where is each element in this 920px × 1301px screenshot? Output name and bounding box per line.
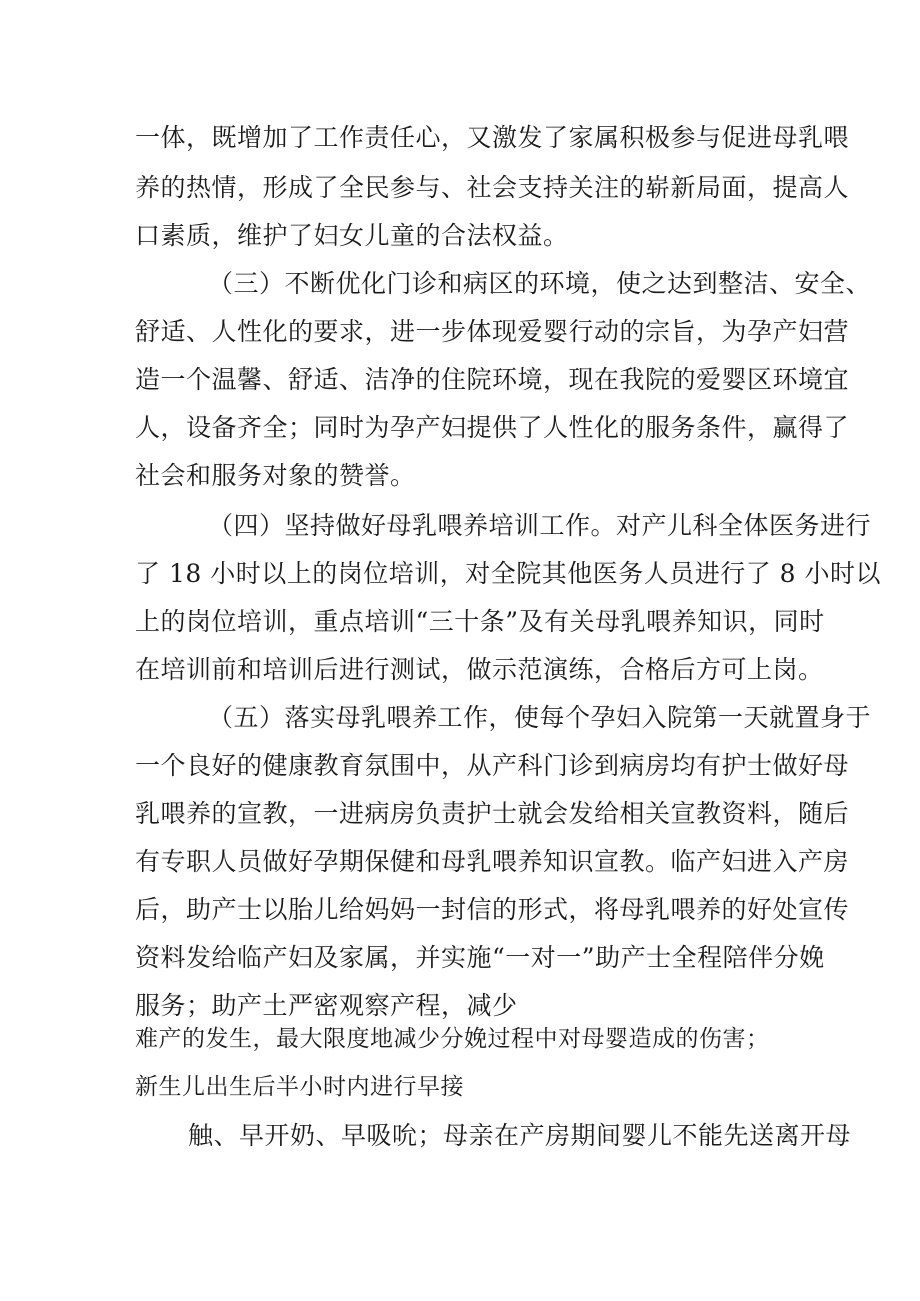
text-line: 服务；助产土严密观察产程，减少: [135, 991, 518, 1020]
text-line: 难产的发生，最大限度地减少分娩过程中对母婴造成的伤害；: [135, 1026, 770, 1052]
text-line: 触、早开奶、早吸吮；母亲在产房期间婴儿不能先送离开母: [188, 1121, 852, 1150]
paragraph-start-line: （四）坚持做好母乳喂养培训工作。对产儿科全体医务进行: [208, 511, 872, 540]
text-line: 一体，既增加了工作责任心，又激发了家属积极参与促进母乳喂: [135, 123, 850, 152]
text-line: 造一个温馨、舒适、洁净的住院环境，现在我院的爱婴区环境宜: [135, 365, 850, 394]
paragraph-start-line: （三）不断优化门诊和病区的环境，使之达到整洁、安全、: [208, 269, 872, 298]
paragraph-start-line: （五）落实母乳喂养工作，使每个孕妇入院第一天就置身于: [208, 703, 872, 732]
text-line: 资料发给临产妇及家属，并实施“一对一”助产士全程陪伴分娩: [135, 943, 825, 972]
text-line: 了 18 小时以上的岗位培训，对全院其他医务人员进行了 8 小时以: [135, 559, 882, 588]
text-line: 社会和服务对象的赞誉。: [135, 461, 416, 490]
text-line: 人，设备齐全；同时为孕产妇提供了人性化的服务条件，赢得了: [135, 413, 850, 442]
text-line: 舒适、人性化的要求，进一步体现爱婴行动的宗旨，为孕产妇营: [135, 317, 850, 346]
text-line: 在培训前和培训后进行测试，做示范演练，合格后方可上岗。: [135, 655, 824, 684]
text-line: 后，助产士以胎儿给妈妈一封信的形式，将母乳喂养的好处宣传: [135, 895, 850, 924]
text-line: 养的热情，形成了全民参与、社会支持关注的崭新局面，提高人: [135, 173, 850, 202]
text-line: 有专职人员做好孕期保健和母乳喂养知识宣教。临产妇进入产房: [135, 847, 850, 876]
text-line: 上的岗位培训，重点培训“三十条”及有关母乳喂养知识，同时: [135, 607, 825, 636]
text-line: 新生儿出生后半小时内进行早接: [135, 1074, 464, 1100]
text-line: 一个良好的健康教育氛围中，从产科门诊到病房均有护士做好母: [135, 751, 850, 780]
text-line: 口素质，维护了妇女儿童的合法权益。: [135, 221, 569, 250]
text-line: 乳喂养的宣教，一进病房负责护士就会发给相关宣教资料，随后: [135, 799, 850, 828]
